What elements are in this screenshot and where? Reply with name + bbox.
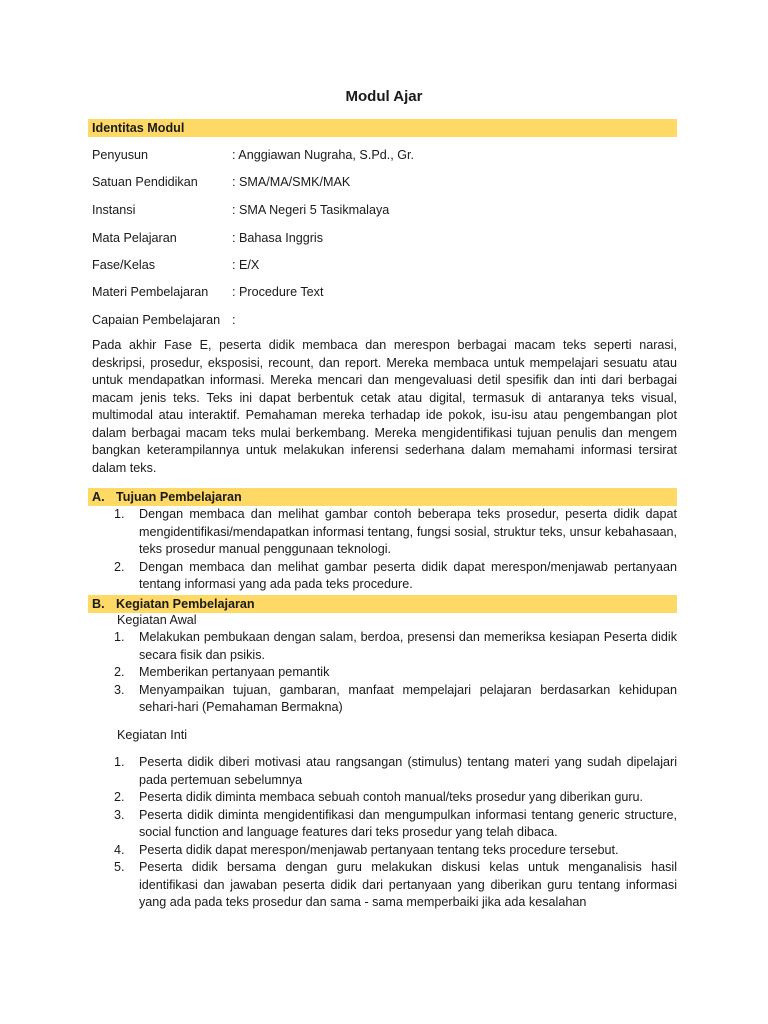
list-item — [92, 807, 677, 842]
section-letter: B. — [92, 597, 105, 611]
identity-value: : E/X — [232, 258, 260, 272]
list-number: 4. — [114, 842, 125, 857]
identity-row-materi — [92, 283, 677, 301]
section-letter: A. — [92, 490, 105, 504]
list-number: 1. — [114, 507, 125, 521]
identity-row-penyusun — [92, 146, 677, 164]
list-item — [92, 842, 677, 860]
identity-value: : — [232, 313, 236, 327]
list-number: 2. — [114, 790, 125, 804]
list-text: Dengan membaca dan melihat gambar contoh beberapa teks prosedur, peserta didik dapat mengidentifikasi/mendapatkan informasi tentang, fungsi sosial, struktur teks, unsur kebahasaan, teks prosedur manual penggunaan teknologi. — [139, 507, 677, 556]
identity-label: Materi Pembelajaran — [92, 285, 209, 299]
identity-label: Satuan Pendidikan — [92, 175, 198, 189]
list-item — [92, 789, 677, 807]
identity-value: : Procedure Text — [232, 285, 324, 299]
list-number: 2. — [114, 559, 125, 574]
identity-label: Mata Pelajaran — [92, 231, 177, 245]
list-text: Dengan membaca dan melihat gambar peserta didik dapat merespon/menjawab pertanyaan tentang informasi yang ada pada teks procedure. — [139, 559, 677, 591]
identity-value: : Anggiawan Nugraha, S.Pd., Gr. — [232, 148, 415, 162]
identitas-header: Identitas Modul — [92, 121, 185, 135]
list-item — [92, 682, 677, 717]
kegiatan-inti-list — [92, 754, 677, 912]
list-number: 5. — [114, 860, 125, 874]
kegiatan-awal-title: Kegiatan Awal — [117, 613, 197, 627]
capaian-paragraph: Pada akhir Fase E, peserta didik membaca dan merespon berbagai macam teks seperti narasi, deskripsi, prosedur, eksposisi, recount, dan report. Mereka membaca untuk mempelajari sesuatu atau untuk mendapatkan informasi. Mereka mencari dan mengevaluasi detil spesifik dan inti dari berbagai macam jenis teks. Teks ini dapat berbentuk cetak atau digital, termasuk di antaranya teks visual, multimodal atau interaktif. Pemahaman mereka terhadap ide pokok, isu-isu atau pengembangan plot dalam berbagai macam teks mulai berkembang. Mereka mengidentifikasi tujuan penulis dan mengem bangkan keterampilannya untuk melakukan inferensi sederhana dalam memahami informasi tersirat dalam teks. — [92, 338, 677, 475]
list-number: 3. — [114, 807, 125, 822]
section-a-header-band — [88, 488, 677, 506]
list-item — [92, 754, 677, 789]
identity-row-mapel — [92, 229, 677, 247]
list-item — [92, 664, 677, 682]
identity-row-satuan — [92, 173, 677, 191]
section-a-header: Tujuan Pembelajaran — [116, 490, 242, 504]
identity-row-instansi — [92, 201, 677, 219]
list-item — [92, 629, 677, 664]
identity-label: Penyusun — [92, 148, 149, 162]
list-text: Peserta didik bersama dengan guru melakukan diskusi kelas untuk menganalisis hasil identifikasi dan jawaban peserta didik dari pertanyaan yang diberikan guru tentang informasi yang ada pada teks prosedur dan sama - sama memperbaiki jika ada kesalahan — [139, 860, 677, 909]
identity-row-fase — [92, 256, 677, 274]
tujuan-list — [92, 506, 677, 594]
identity-label: Fase/Kelas — [92, 258, 155, 272]
identity-label: Capaian Pembelajaran — [92, 313, 221, 327]
identity-label: Instansi — [92, 203, 136, 217]
identitas-header-band — [88, 119, 677, 137]
list-text: Peserta didik diminta mengidentifikasi dan mengumpulkan informasi tentang generic structure, social function and language features dari teks prosedur yang telah dibaca. — [139, 807, 677, 839]
section-b-header-band — [88, 595, 677, 613]
list-text: Peserta didik diminta membaca sebuah contoh manual/teks prosedur yang diberikan guru. — [139, 790, 644, 804]
section-b-header: Kegiatan Pembelajaran — [116, 597, 255, 611]
list-text: Peserta didik diberi motivasi atau rangsangan (stimulus) tentang materi yang sudah dipelajari pada pertemuan sebelumnya — [139, 755, 677, 787]
document-title: Modul Ajar — [345, 88, 423, 105]
list-text: Melakukan pembukaan dengan salam, berdoa, presensi dan memeriksa kesiapan Peserta didik secara fisik dan psikis. — [139, 630, 677, 662]
list-text: Memberikan pertanyaan pemantik — [139, 665, 330, 679]
identity-row-capaian — [92, 311, 677, 329]
list-item — [92, 859, 677, 912]
list-number: 1. — [114, 630, 125, 644]
identity-value: : SMA Negeri 5 Tasikmalaya — [232, 203, 390, 217]
list-number: 3. — [114, 682, 125, 697]
identity-value: : Bahasa Inggris — [232, 231, 324, 245]
list-item — [92, 559, 677, 594]
list-number: 2. — [114, 665, 125, 679]
identity-value: : SMA/MA/SMK/MAK — [232, 175, 351, 189]
kegiatan-awal-list — [92, 629, 677, 717]
list-number: 1. — [114, 755, 125, 769]
list-item — [92, 506, 677, 559]
kegiatan-inti-title: Kegiatan Inti — [117, 728, 188, 742]
list-text: Peserta didik dapat merespon/menjawab pertanyaan tentang teks procedure tersebut. — [139, 842, 619, 857]
list-text: Menyampaikan tujuan, gambaran, manfaat mempelajari pelajaran berdasarkan kehidupan sehari-hari (Pemahaman Bermakna) — [139, 682, 677, 714]
